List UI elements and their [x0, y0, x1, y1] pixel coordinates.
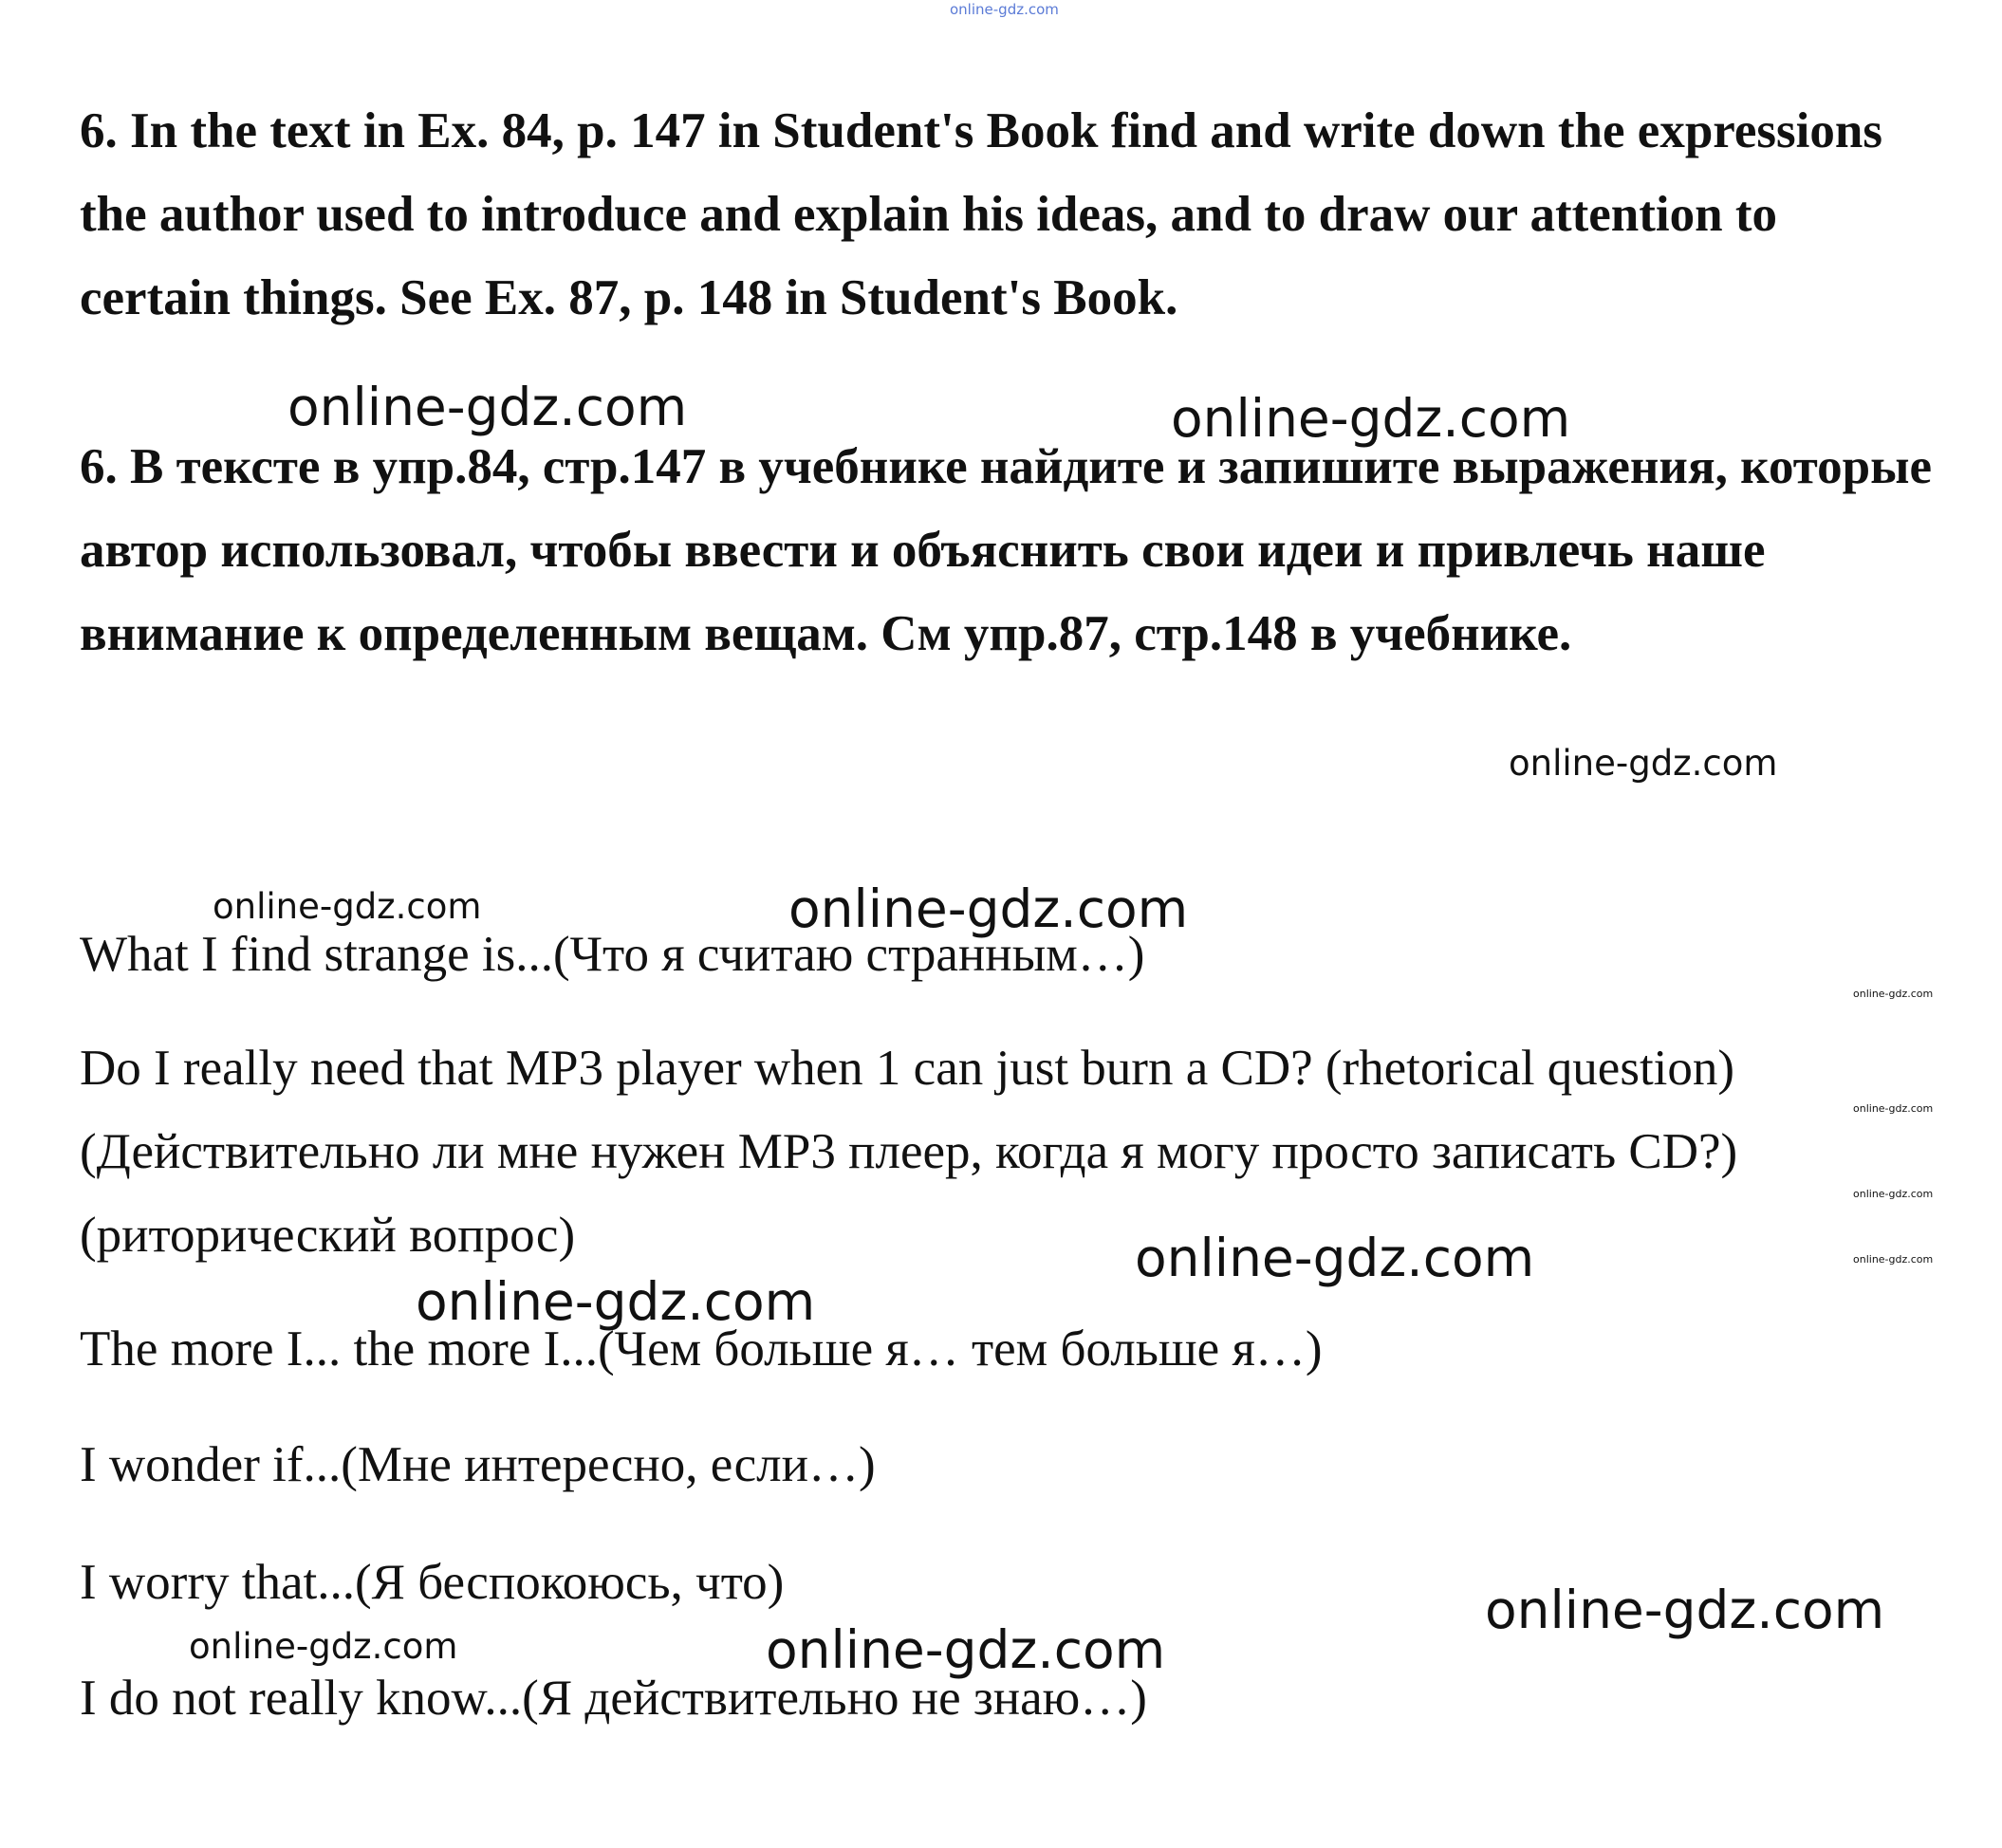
watermark-text: online-gdz.com: [287, 377, 688, 437]
answer-line: Do I really need that MP3 player when 1 can just burn a CD? (rhetorical question) (Действительно ли мне нужен MP3 плеер, когда я могу просто записать CD?) (риторический вопрос): [80, 1041, 1738, 1263]
answer-line: What I find strange is...(Что я считаю странным…): [80, 927, 1145, 982]
answer-line: I worry that...(Я беспокоюсь, что): [80, 1555, 785, 1610]
watermark-text: online-gdz.com: [1853, 1102, 1934, 1115]
watermark-text: online-gdz.com: [1509, 743, 1778, 784]
watermark-text: online-gdz.com: [1853, 1188, 1934, 1200]
answer-line: The more I... the more I...(Чем больше я… тем больше я…): [80, 1321, 1323, 1377]
watermark-text: online-gdz.com: [213, 886, 482, 927]
watermark-text: online-gdz.com: [1485, 1580, 1885, 1640]
watermark-text: online-gdz.com: [950, 1, 1059, 18]
task-russian: 6. В тексте в упр.84, стр.147 в учебнике найдите и запишите выражения, которые автор использовал, чтобы ввести и объяснить свои идеи и привлечь наше внимание к определенным вещам. См упр.87, стр.148 в учебнике.: [80, 439, 1932, 661]
answer-line: I do not really know...(Я действительно не знаю…): [80, 1671, 1147, 1726]
watermark-text: online-gdz.com: [766, 1619, 1166, 1680]
answer-line: I wonder if...(Мне интересно, если…): [80, 1437, 876, 1492]
watermark-text: online-gdz.com: [416, 1271, 816, 1332]
watermark-text: online-gdz.com: [788, 878, 1189, 939]
watermark-text: online-gdz.com: [1853, 988, 1934, 1000]
watermark-text: online-gdz.com: [1135, 1228, 1535, 1288]
watermark-text: online-gdz.com: [1171, 388, 1571, 449]
watermark-text: online-gdz.com: [1853, 1253, 1934, 1266]
watermark-text: online-gdz.com: [189, 1626, 458, 1667]
task-english: 6. In the text in Ex. 84, p. 147 in Student's Book find and write down the expressions the author used to introduce and explain his ideas, and to draw our attention to certain things. See Ex. 87, p. 148 in Student's Book.: [80, 103, 1882, 325]
